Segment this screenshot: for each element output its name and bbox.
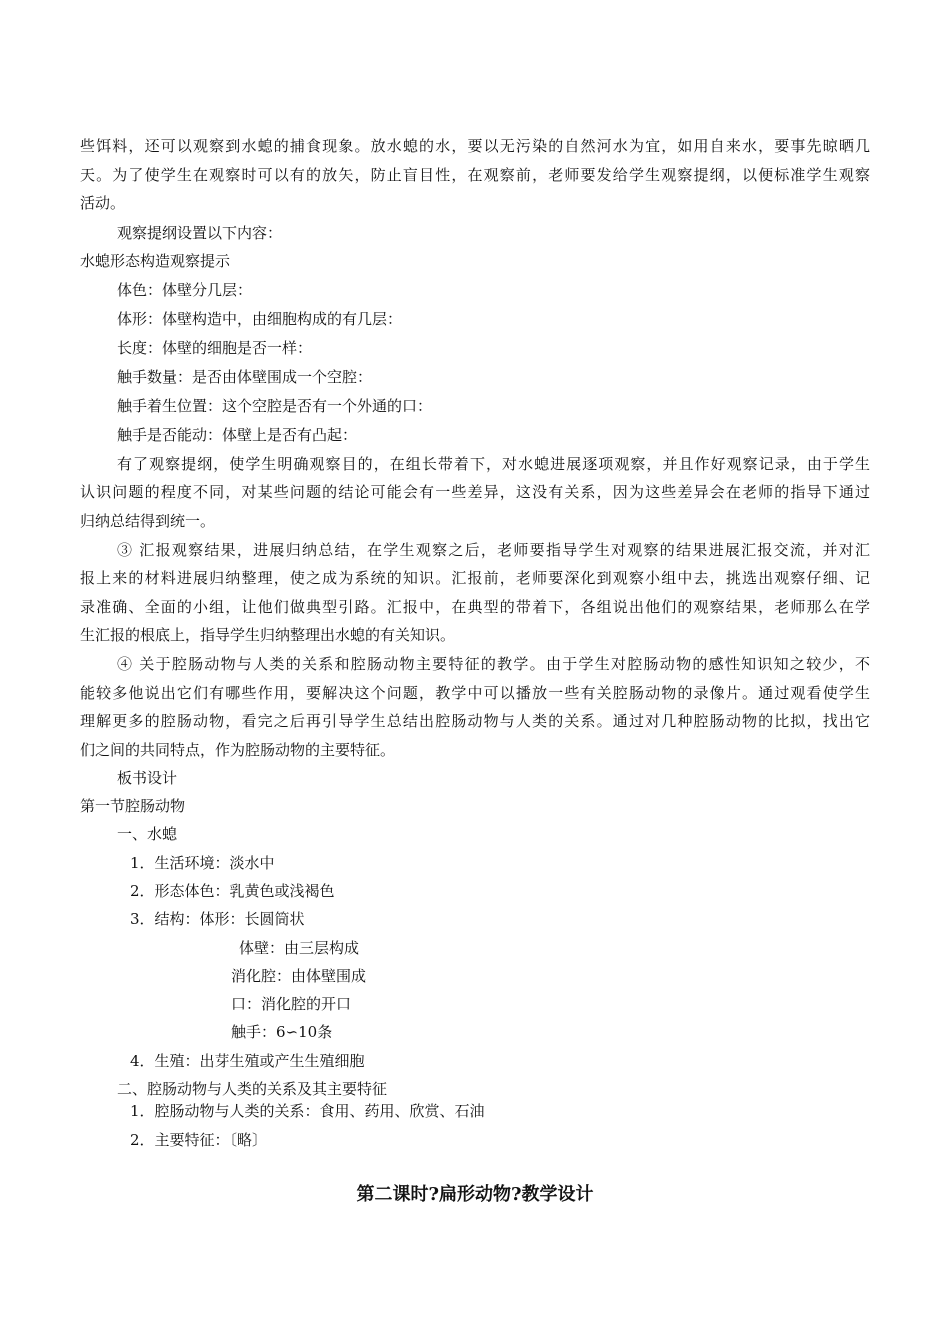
paragraph-line: ④ 关于腔肠动物与人类的关系和腔肠动物主要特征的教学。由于学生对腔肠动物的感性知识知之较少，不 — [117, 655, 870, 673]
paragraph-line: 认识问题的程度不同，对某些问题的结论可能会有一些差异，这没有关系，因为这些差异会在老师的指导下通过 — [80, 483, 870, 501]
outline-title: 水螅形态构造观察提示 — [80, 252, 231, 270]
board-structure-line: 触手：6∽10条 — [231, 1023, 333, 1041]
board-section-title: 第一节腔肠动物 — [80, 797, 186, 815]
board-part-1: 一、水螅 — [117, 825, 178, 843]
board-part-2: 二、腔肠动物与人类的关系及其主要特征 — [117, 1080, 388, 1098]
board-heading: 板书设计 — [117, 769, 178, 787]
paragraph-line: 天。为了使学生在观察时可以有的放矢，防止盲目性，在观察前，老师要发给学生观察提纲，以便标准学生观察 — [80, 166, 870, 184]
paragraph-line: 能较多他说出它们有哪些作用，要解决这个问题，教学中可以播放一些有关腔肠动物的录像片。通过观看使学生 — [80, 684, 870, 702]
paragraph-line: 录准确、全面的小组，让他们做典型引路。汇报中，在典型的带着下，各组说出他们的观察结果，老师那么在学 — [80, 598, 870, 616]
paragraph-line: ③ 汇报观察结果，进展归纳总结，在学生观察之后，老师要指导学生对观察的结果进展汇报交流，并对汇 — [117, 541, 870, 559]
paragraph-line: 些饵料，还可以观察到水螅的捕食现象。放水螅的水，要以无污染的自然河水为宜，如用自来水，要事先晾晒几 — [80, 137, 870, 155]
board-item: 4．生殖：出芽生殖或产生生殖细胞 — [130, 1052, 365, 1070]
board-item: 2．形态体色：乳黄色或浅褐色 — [130, 882, 335, 900]
paragraph-line: 生汇报的根底上，指导学生归纳整理出水螅的有关知识。 — [80, 626, 456, 644]
outline-item: 触手数量：是否由体壁围成一个空腔： — [117, 368, 373, 386]
board-item: 3．结构：体形：长圆筒状 — [130, 910, 305, 928]
paragraph-line: 活动。 — [80, 194, 126, 212]
paragraph-line: 报上来的材料进展归纳整理，使之成为系统的知识。汇报前，老师要深化到观察小组中去，挑选出观察仔细、记 — [80, 569, 870, 587]
outline-item: 触手是否能动：体壁上是否有凸起： — [117, 426, 358, 444]
board-item: 1．生活环境：淡水中 — [130, 854, 275, 872]
board-structure-line: 口：消化腔的开口 — [231, 995, 352, 1013]
paragraph-line: 归纳总结得到统一。 — [80, 512, 216, 530]
paragraph-line: 有了观察提纲，使学生明确观察目的，在组长带着下，对水螅进展逐项观察，并且作好观察记录，由于学生 — [117, 455, 870, 473]
next-lesson-title: 第二课时?扁形动物?教学设计 — [356, 1184, 594, 1205]
board-item: 1．腔肠动物与人类的关系：食用、药用、欣赏、石油 — [130, 1102, 485, 1120]
board-item: 2．主要特征：〔略〕 — [130, 1131, 268, 1149]
outline-item: 体形：体壁构造中，由细胞构成的有几层： — [117, 310, 403, 328]
board-structure-line: 消化腔：由体壁围成 — [231, 967, 367, 985]
outline-item: 长度：体壁的细胞是否一样： — [117, 339, 313, 357]
board-structure-line: 体壁：由三层构成 — [239, 939, 360, 957]
paragraph-line: 理解更多的腔肠动物，看完之后再引导学生总结出腔肠动物与人类的关系。通过对几种腔肠动物的比拟，找出它 — [80, 712, 870, 730]
outline-item: 触手着生位置：这个空腔是否有一个外通的口： — [117, 397, 433, 415]
paragraph-line: 们之间的共同特点，作为腔肠动物的主要特征。 — [80, 741, 396, 759]
outline-intro: 观察提纲设置以下内容： — [117, 224, 283, 242]
outline-item: 体色：体壁分几层： — [117, 281, 253, 299]
